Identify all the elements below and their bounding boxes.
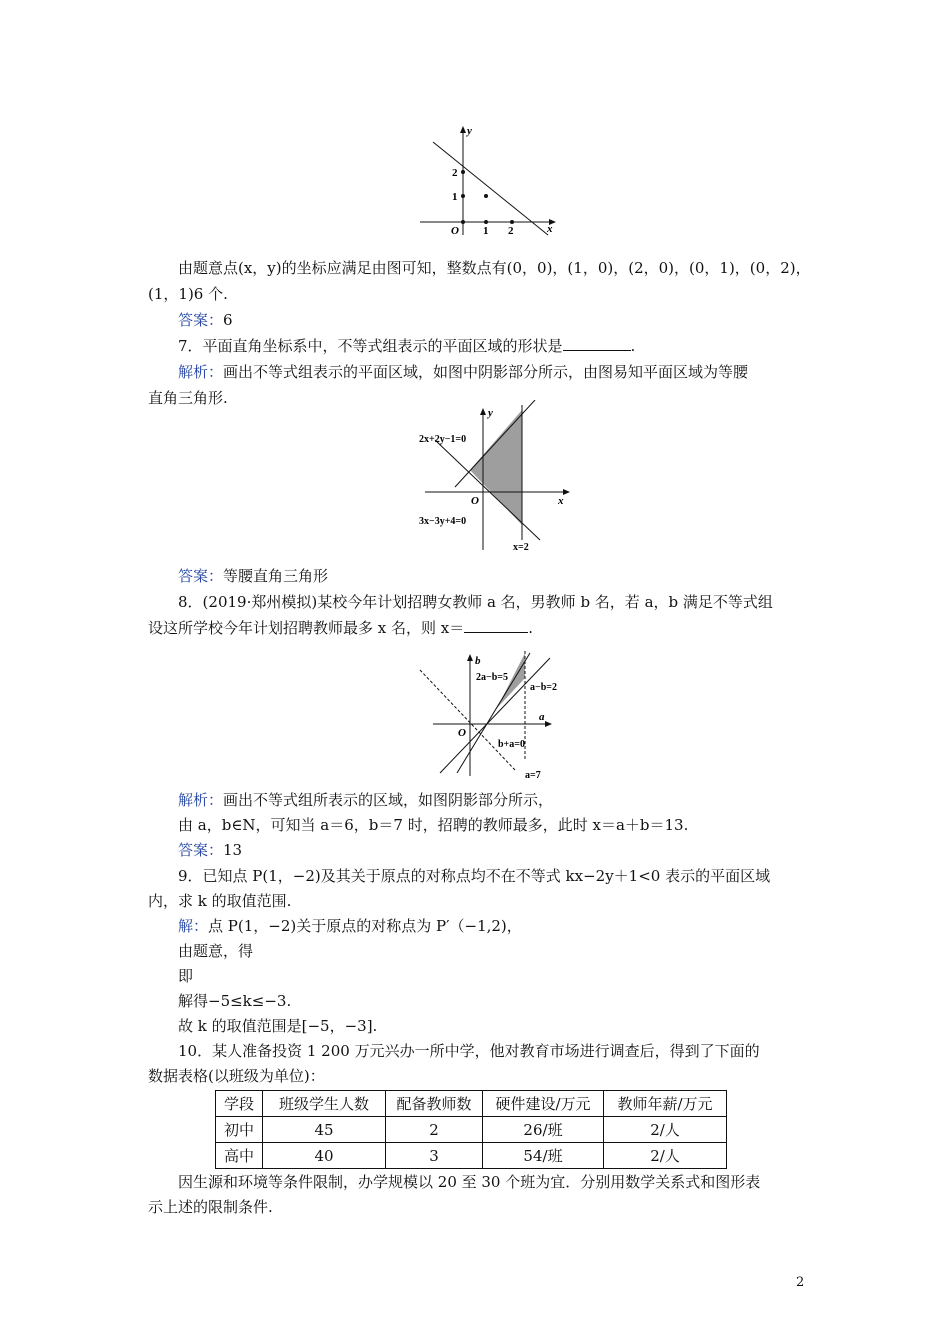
x-label: x: [558, 495, 564, 507]
table-header-row: [216, 1091, 727, 1117]
table-cell: 2/人: [604, 1143, 727, 1169]
q7-answer-blank: [563, 336, 631, 351]
q8-line2: 设这所学校今年计划招聘教师最多 x 名，则 x＝ .: [148, 619, 534, 637]
q10-after-line2: 示上述的限制条件.: [148, 1198, 273, 1216]
analysis-text: 画出不等式组所表示的区域，如图阴影部分所示，: [223, 791, 554, 809]
q7-analysis-line2: 直角三角形.: [148, 389, 228, 407]
point-0-2: [461, 170, 465, 174]
solution-label: 解：: [178, 917, 209, 935]
answer-label: 答案：: [178, 567, 224, 585]
q8-answer-blank: [464, 618, 528, 633]
table-row: [216, 1143, 727, 1169]
point-1-1: [484, 194, 488, 198]
analysis-label: 解析：: [178, 363, 224, 381]
q8-line2-text: 设这所学校今年计划招聘教师最多 x 名，则 x＝: [148, 619, 465, 637]
figure-integer-points: [415, 120, 565, 240]
x-axis-arrow: [563, 489, 570, 495]
q9-solution-line3: 即: [178, 967, 194, 985]
q9-solution-line4: 解得−5≤k≤−3.: [178, 992, 292, 1010]
x-label: x: [547, 223, 553, 235]
y-axis-arrow: [460, 126, 466, 133]
y-tick-2: 2: [452, 167, 458, 179]
boundary-line: [433, 142, 548, 235]
label-a-b: a−b=2: [530, 682, 557, 693]
q8-answer: [178, 840, 242, 860]
p1-line2: (1，1)6 个.: [148, 285, 228, 303]
table-header: 学段: [216, 1091, 263, 1117]
q8-analysis-line2: 由 a，b∈N，可知当 a＝6，b＝7 时，招聘的教师最多，此时 x＝a＋b＝13.: [178, 816, 689, 834]
q9-solution-line5: 故 k 的取值范围是[−5，−3].: [178, 1017, 378, 1035]
label-3x-3y: 3x−3y+4=0: [419, 516, 467, 527]
answer-value: 6: [223, 311, 233, 329]
q8-line1: 8．(2019·郑州模拟)某校今年计划招聘女教师 a 名，男教师 b 名，若 a，b 满足不等式组: [178, 593, 773, 611]
a-label: a: [539, 711, 545, 723]
table-row: [216, 1117, 727, 1143]
table-cell: 高中: [216, 1143, 263, 1169]
point-0-1: [461, 194, 465, 198]
q10-line1: 10．某人准备投资 1 200 万元兴办一所中学，他对教育市场进行调查后，得到了下面的: [178, 1042, 760, 1060]
p1-answer: [178, 310, 233, 330]
q7-question-text: 7．平面直角坐标系中，不等式组表示的平面区域的形状是: [178, 337, 563, 355]
x-tick-2: 2: [508, 225, 514, 237]
point-1-0: [484, 220, 488, 224]
a-axis-arrow: [545, 721, 552, 727]
table-header: 班级学生人数: [263, 1091, 386, 1117]
table-cell: 26/班: [483, 1117, 604, 1143]
analysis-text: 画出不等式组表示的平面区域，如图中阴影部分所示，由图易知平面区域为等腰: [223, 363, 749, 381]
answer-value: 等腰直角三角形: [223, 567, 329, 585]
figure-triangle-region: [415, 400, 575, 560]
origin-label: O: [451, 225, 459, 237]
q9-solution-line1: [178, 916, 522, 936]
analysis-label: 解析：: [178, 791, 224, 809]
y-axis-arrow: [480, 408, 486, 415]
y-tick-1: 1: [452, 191, 458, 203]
label-x-eq-2: x=2: [513, 542, 529, 553]
table-cell: 54/班: [483, 1143, 604, 1169]
label-a-eq-7: a=7: [525, 770, 541, 781]
point-2-0: [510, 220, 514, 224]
label-b-plus-a: b+a=0: [498, 739, 525, 750]
table-cell: 2/人: [604, 1117, 727, 1143]
q7-answer: [178, 566, 328, 586]
q7-analysis-line1: [178, 362, 748, 382]
answer-label: 答案：: [178, 841, 224, 859]
table-cell: 40: [263, 1143, 386, 1169]
q7-question: 7．平面直角坐标系中，不等式组表示的平面区域的形状是 .: [178, 337, 636, 355]
table-cell: 3: [386, 1143, 483, 1169]
origin-label: O: [458, 727, 466, 739]
b-axis-arrow: [467, 654, 473, 661]
answer-label: 答案：: [178, 311, 224, 329]
q9-solution-line2: 由题意，得: [178, 942, 254, 960]
q9-line2: 内，求 k 的取值范围.: [148, 892, 292, 910]
table-cell: 2: [386, 1117, 483, 1143]
q9-line1: 9．已知点 P(1，−2)及其关于原点的对称点均不在不等式 kx−2y＋1<0 表示的平面区域: [178, 867, 771, 885]
q10-after-line1: 因生源和环境等条件限制，办学规模以 20 至 30 个班为宜．分别用数学关系式和图形表: [178, 1173, 761, 1191]
shaded-region: [470, 410, 522, 525]
y-label: y: [467, 125, 472, 137]
table-cell: 初中: [216, 1117, 263, 1143]
b-label: b: [475, 655, 481, 667]
line-2a-b: [457, 653, 530, 773]
answer-value: 13: [223, 841, 243, 859]
q10-line2: 数据表格(以班级为单位)：: [148, 1067, 325, 1085]
x-tick-1: 1: [483, 225, 489, 237]
y-label: y: [488, 407, 493, 419]
q8-analysis-line1: [178, 790, 553, 810]
solution-text: 点 P(1，−2)关于原点的对称点为 P′（−1,2)，: [208, 917, 522, 935]
figure-teacher-region: [415, 648, 575, 783]
label-2x-2y: 2x+2y−1=0: [419, 434, 467, 445]
origin-label: O: [471, 495, 479, 507]
label-2a-b: 2a−b=5: [476, 672, 508, 683]
point-0-0: [461, 220, 465, 224]
page-number: 2: [796, 1275, 805, 1290]
table-header: 硬件建设/万元: [483, 1091, 604, 1117]
table-cell: 45: [263, 1117, 386, 1143]
table-header: 配备教师数: [386, 1091, 483, 1117]
data-table: [215, 1090, 727, 1169]
p1-line1: 由题意点(x，y)的坐标应满足由图可知，整数点有(0，0)，(1，0)，(2，0)，(0，1)，(0，2)，: [178, 259, 811, 277]
table-header: 教师年薪/万元: [604, 1091, 727, 1117]
